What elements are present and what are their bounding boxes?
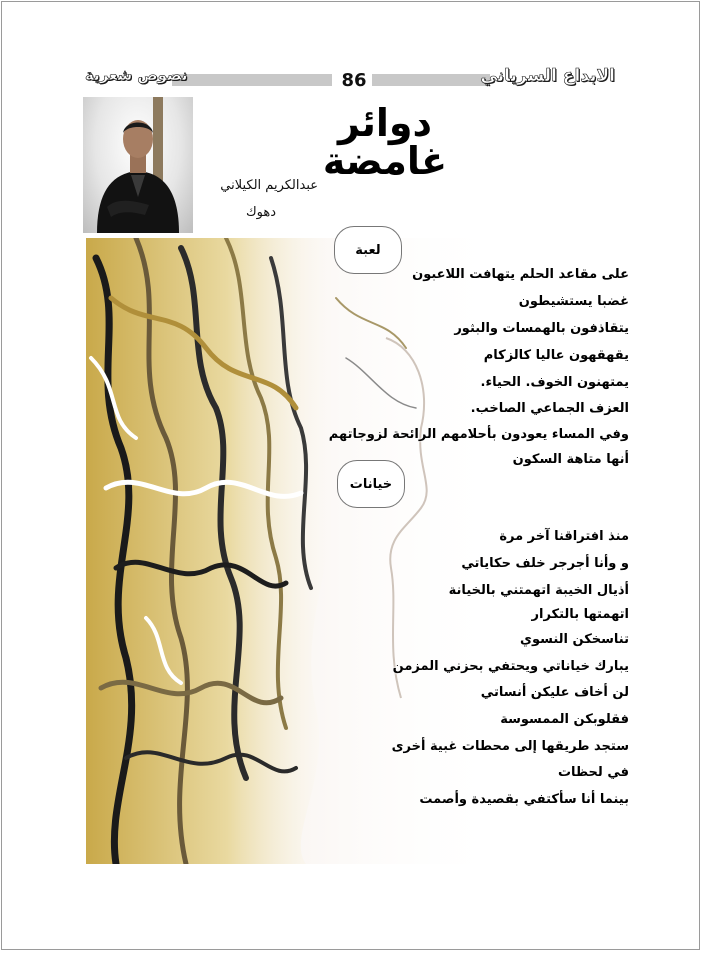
poem-title: دوائر غامضة bbox=[322, 101, 448, 183]
poem-line: غضبا يستشيطون bbox=[518, 294, 629, 309]
poem-line: العزف الجماعي الصاخب. bbox=[470, 401, 629, 416]
poem-line: يتقاذفون بالهمسات والبثور bbox=[454, 321, 629, 336]
header-bar-left bbox=[172, 74, 332, 86]
poem-line: لن أخاف عليكن أنساتي bbox=[480, 685, 629, 700]
poem-line: يقهقهون عاليا كالزكام bbox=[483, 348, 629, 363]
marbled-face-artwork bbox=[86, 238, 506, 864]
poem-line: بينما أنا سأكتفي بقصيدة وأصمت bbox=[419, 792, 629, 807]
poem-line: تناسخكن النسوي bbox=[520, 632, 629, 647]
author-name: عبدالكريم الكيلاني bbox=[220, 178, 318, 193]
poem-line: في لحظات bbox=[557, 765, 629, 780]
poem-line: يمتهنون الخوف. الحياء. bbox=[480, 375, 629, 390]
poem-line: فقلوبكن الممسوسة bbox=[500, 712, 629, 727]
section-label: نصوص شعرية bbox=[85, 66, 188, 84]
poem-line: أذيال الخيبة اتهمتني بالخيانة bbox=[448, 583, 629, 598]
poem-line: اتهمتها بالتكرار bbox=[531, 607, 629, 622]
header-bar-right bbox=[372, 74, 490, 86]
poem-line: وفي المساء يعودون بأحلامهم الرائحة لزوجاتهم bbox=[328, 427, 629, 442]
author-photo bbox=[83, 97, 193, 233]
author-city: دهوك bbox=[245, 205, 277, 220]
section-heading-bubble: لعبة bbox=[334, 226, 402, 274]
poem-line: منذ افتراقنا آخر مرة bbox=[499, 529, 629, 544]
magazine-title: الابداع السرياني bbox=[480, 66, 615, 86]
poem-line: و وأنا أجرجر خلف حكاياتي bbox=[461, 556, 629, 571]
poem-line: ستجد طريقها إلى محطات غبية أخرى bbox=[391, 739, 629, 754]
page-number: 86 bbox=[341, 70, 367, 91]
section-heading-bubble: خيانات bbox=[337, 460, 405, 508]
poem-line: أنها متاهة السكون bbox=[512, 452, 629, 467]
poem-line: على مقاعد الحلم يتهافت اللاعبون bbox=[412, 267, 629, 282]
poem-line: يبارك خياناتي ويحتفي بحزني المزمن bbox=[392, 659, 629, 674]
